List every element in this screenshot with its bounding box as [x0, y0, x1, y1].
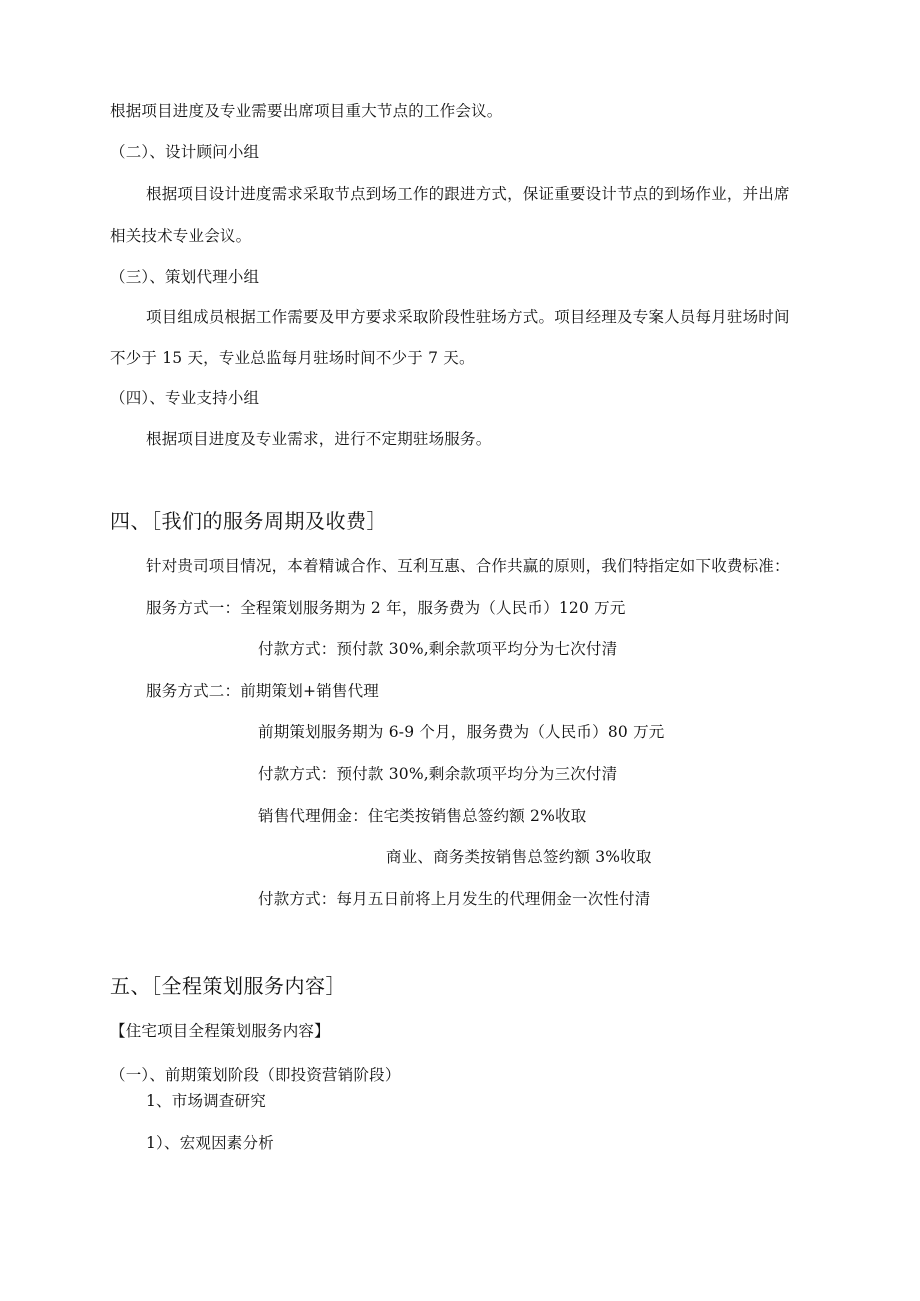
fee-option-2-payment: 付款方式：预付款 30%,剩余款项平均分为三次付清 — [258, 765, 618, 783]
paragraph-line: 项目组成员根据工作需要及甲方要求采取阶段性驻场方式。项目经理及专案人员每月驻场时间 — [146, 308, 790, 326]
group-title-planning: （三）、策划代理小组 — [110, 268, 260, 286]
fee-option-1-payment: 付款方式：预付款 30%,剩余款项平均分为七次付清 — [258, 640, 618, 658]
list-item: 1、市场调查研究 — [146, 1092, 266, 1110]
fee-option-2: 服务方式二：前期策划+销售代理 — [146, 682, 379, 700]
paragraph-line: 不少于 15 天，专业总监每月驻场时间不少于 7 天。 — [110, 349, 475, 367]
commission-residential: 销售代理佣金：住宅类按销售总签约额 2%收取 — [258, 807, 587, 825]
commission-commercial: 商业、商务类按销售总签约额 3%收取 — [386, 848, 652, 866]
list-item: 1）、宏观因素分析 — [146, 1134, 274, 1152]
group-title-design: （二）、设计顾问小组 — [110, 143, 260, 161]
section-heading-services: 五、［全程策划服务内容］ — [110, 974, 346, 998]
paragraph-line: 相关技术专业会议。 — [110, 227, 252, 245]
phase-title: （一）、前期策划阶段（即投资营销阶段） — [110, 1066, 401, 1084]
subheading-residential: 【住宅项目全程策划服务内容】 — [110, 1022, 330, 1040]
group-title-support: （四）、专业支持小组 — [110, 389, 260, 407]
fee-option-1: 服务方式一：全程策划服务期为 2 年，服务费为（人民币）120 万元 — [146, 599, 626, 617]
fee-option-2-period: 前期策划服务期为 6-9 个月，服务费为（人民币）80 万元 — [258, 723, 665, 741]
section-heading-fees: 四、［我们的服务周期及收费］ — [110, 509, 387, 533]
paragraph-line: 针对贵司项目情况，本着精诚合作、互利互惠、合作共赢的原则，我们特指定如下收费标准： — [146, 557, 790, 575]
commission-payment: 付款方式：每月五日前将上月发生的代理佣金一次性付清 — [258, 890, 651, 908]
paragraph-line: 根据项目进度及专业需求，进行不定期驻场服务。 — [146, 430, 492, 448]
paragraph-line: 根据项目进度及专业需要出席项目重大节点的工作会议。 — [110, 102, 503, 120]
paragraph-line: 根据项目设计进度需求采取节点到场工作的跟进方式，保证重要设计节点的到场作业，并出席 — [146, 185, 790, 203]
